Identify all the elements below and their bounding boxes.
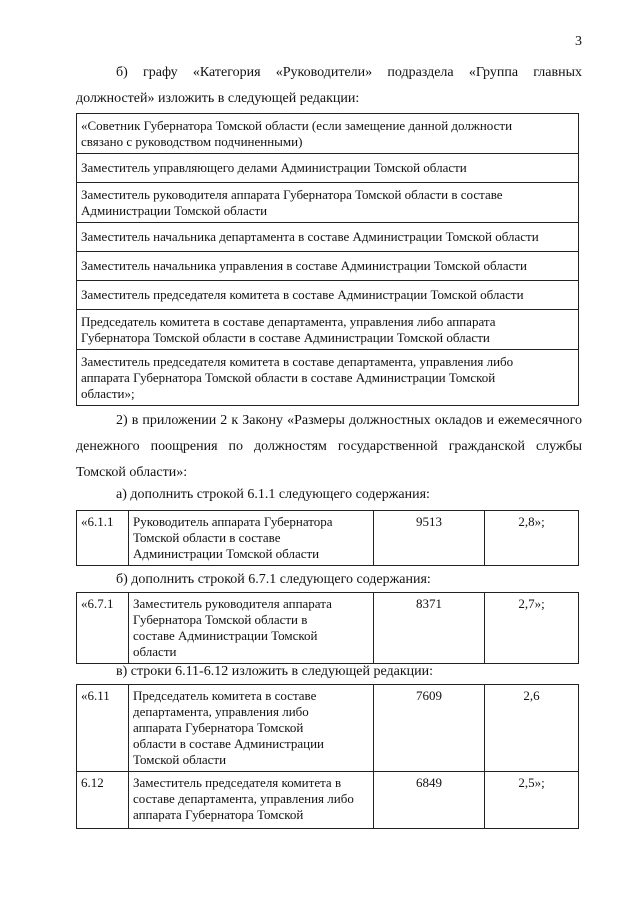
cell-line: Заместитель председателя комитета в <box>133 775 342 790</box>
row-position <box>129 593 374 664</box>
point-2-line-1: 2) в приложении 2 к Закону «Размеры должностных окладов и ежемесячного <box>116 413 582 428</box>
intro-line-2: должностей» изложить в следующей редакции: <box>76 91 360 106</box>
cell-line: департамента, управления либо <box>133 704 309 719</box>
cell-line: Заместитель председателя комитета в составе департамента, управления либо <box>81 354 514 369</box>
intro-line-1: б) графу «Категория «Руководители» подраздела «Группа главных <box>116 65 582 80</box>
cell-line: составе департамента, управления либо <box>133 791 354 806</box>
list-row <box>77 281 579 310</box>
table-row <box>77 593 579 664</box>
row-number: «6.11 <box>77 685 129 772</box>
row-position <box>129 511 374 566</box>
page-number: 3 <box>575 34 582 49</box>
intro-paragraph <box>76 60 582 112</box>
cell-line: области»; <box>81 386 135 401</box>
cell-line: Администрации Томской области <box>81 203 268 218</box>
row-salary: 6849 <box>374 772 485 829</box>
list-row <box>77 183 579 223</box>
cell-line: Заместитель руководителя аппарата Губернатора Томской области в составе <box>81 187 503 202</box>
cell-line: аппарата Губернатора Томской области в составе Администрации Томской <box>81 370 496 385</box>
list-cell <box>77 114 579 154</box>
cell-line: аппарата Губернатора Томской <box>133 807 304 822</box>
list-row <box>77 310 579 350</box>
cell-line: Заместитель начальника управления в составе Администрации Томской области <box>81 258 527 273</box>
table-row-6-7-1 <box>76 592 579 664</box>
subpoint-b: б) дополнить строкой 6.7.1 следующего содержания: <box>116 572 431 587</box>
subpoint-v: в) строки 6.11-6.12 изложить в следующей редакции: <box>116 664 433 679</box>
row-position <box>129 685 374 772</box>
list-cell <box>77 252 579 281</box>
list-row <box>77 223 579 252</box>
list-cell <box>77 183 579 223</box>
list-cell <box>77 223 579 252</box>
row-number: «6.7.1 <box>77 593 129 664</box>
cell-line: Томской области в составе <box>133 530 281 545</box>
row-position <box>129 772 374 829</box>
row-salary: 9513 <box>374 511 485 566</box>
row-salary: 7609 <box>374 685 485 772</box>
row-coefficient: 2,5»; <box>485 772 579 829</box>
cell-line: Губернатора Томской области в <box>133 612 308 627</box>
list-row <box>77 114 579 154</box>
cell-line: Заместитель руководителя аппарата <box>133 596 332 611</box>
cell-line: составе Администрации Томской <box>133 628 318 643</box>
row-number: 6.12 <box>77 772 129 829</box>
table-row-6-1-1 <box>76 510 579 566</box>
positions-list-table <box>76 113 579 406</box>
cell-line: области <box>133 644 177 659</box>
cell-line: Руководитель аппарата Губернатора <box>133 514 333 529</box>
cell-line: Губернатора Томской области в составе Администрации Томской области <box>81 330 490 345</box>
cell-line: Заместитель управляющего делами Администрации Томской области <box>81 160 467 175</box>
cell-line: «Советник Губернатора Томской области (если замещение данной должности <box>81 118 513 133</box>
list-row <box>77 350 579 406</box>
list-cell <box>77 350 579 406</box>
row-coefficient: 2,6 <box>485 685 579 772</box>
row-coefficient: 2,7»; <box>485 593 579 664</box>
row-salary: 8371 <box>374 593 485 664</box>
cell-line: Администрации Томской области <box>133 546 320 561</box>
list-cell <box>77 310 579 350</box>
list-cell <box>77 154 579 183</box>
cell-line: Томской области <box>133 752 227 767</box>
point-2-line-3: Томской области»: <box>76 465 188 480</box>
list-row <box>77 154 579 183</box>
list-cell <box>77 281 579 310</box>
table-row <box>77 685 579 772</box>
row-coefficient: 2,8»; <box>485 511 579 566</box>
cell-line: связано с руководством подчиненными) <box>81 134 303 149</box>
cell-line: Председатель комитета в составе <box>133 688 317 703</box>
table-rows-6-11-6-12 <box>76 684 579 829</box>
subpoint-a: а) дополнить строкой 6.1.1 следующего содержания: <box>116 487 430 502</box>
cell-line: Заместитель председателя комитета в составе Администрации Томской области <box>81 287 524 302</box>
cell-line: Заместитель начальника департамента в составе Администрации Томской области <box>81 229 539 244</box>
list-row <box>77 252 579 281</box>
table-row <box>77 772 579 829</box>
table-row <box>77 511 579 566</box>
cell-line: области в составе Администрации <box>133 736 325 751</box>
row-number: «6.1.1 <box>77 511 129 566</box>
cell-line: Председатель комитета в составе департамента, управления либо аппарата <box>81 314 496 329</box>
point-2-paragraph <box>76 408 582 486</box>
point-2-line-2: денежного поощрения по должностям государственной гражданской службы <box>76 439 582 454</box>
cell-line: аппарата Губернатора Томской <box>133 720 304 735</box>
